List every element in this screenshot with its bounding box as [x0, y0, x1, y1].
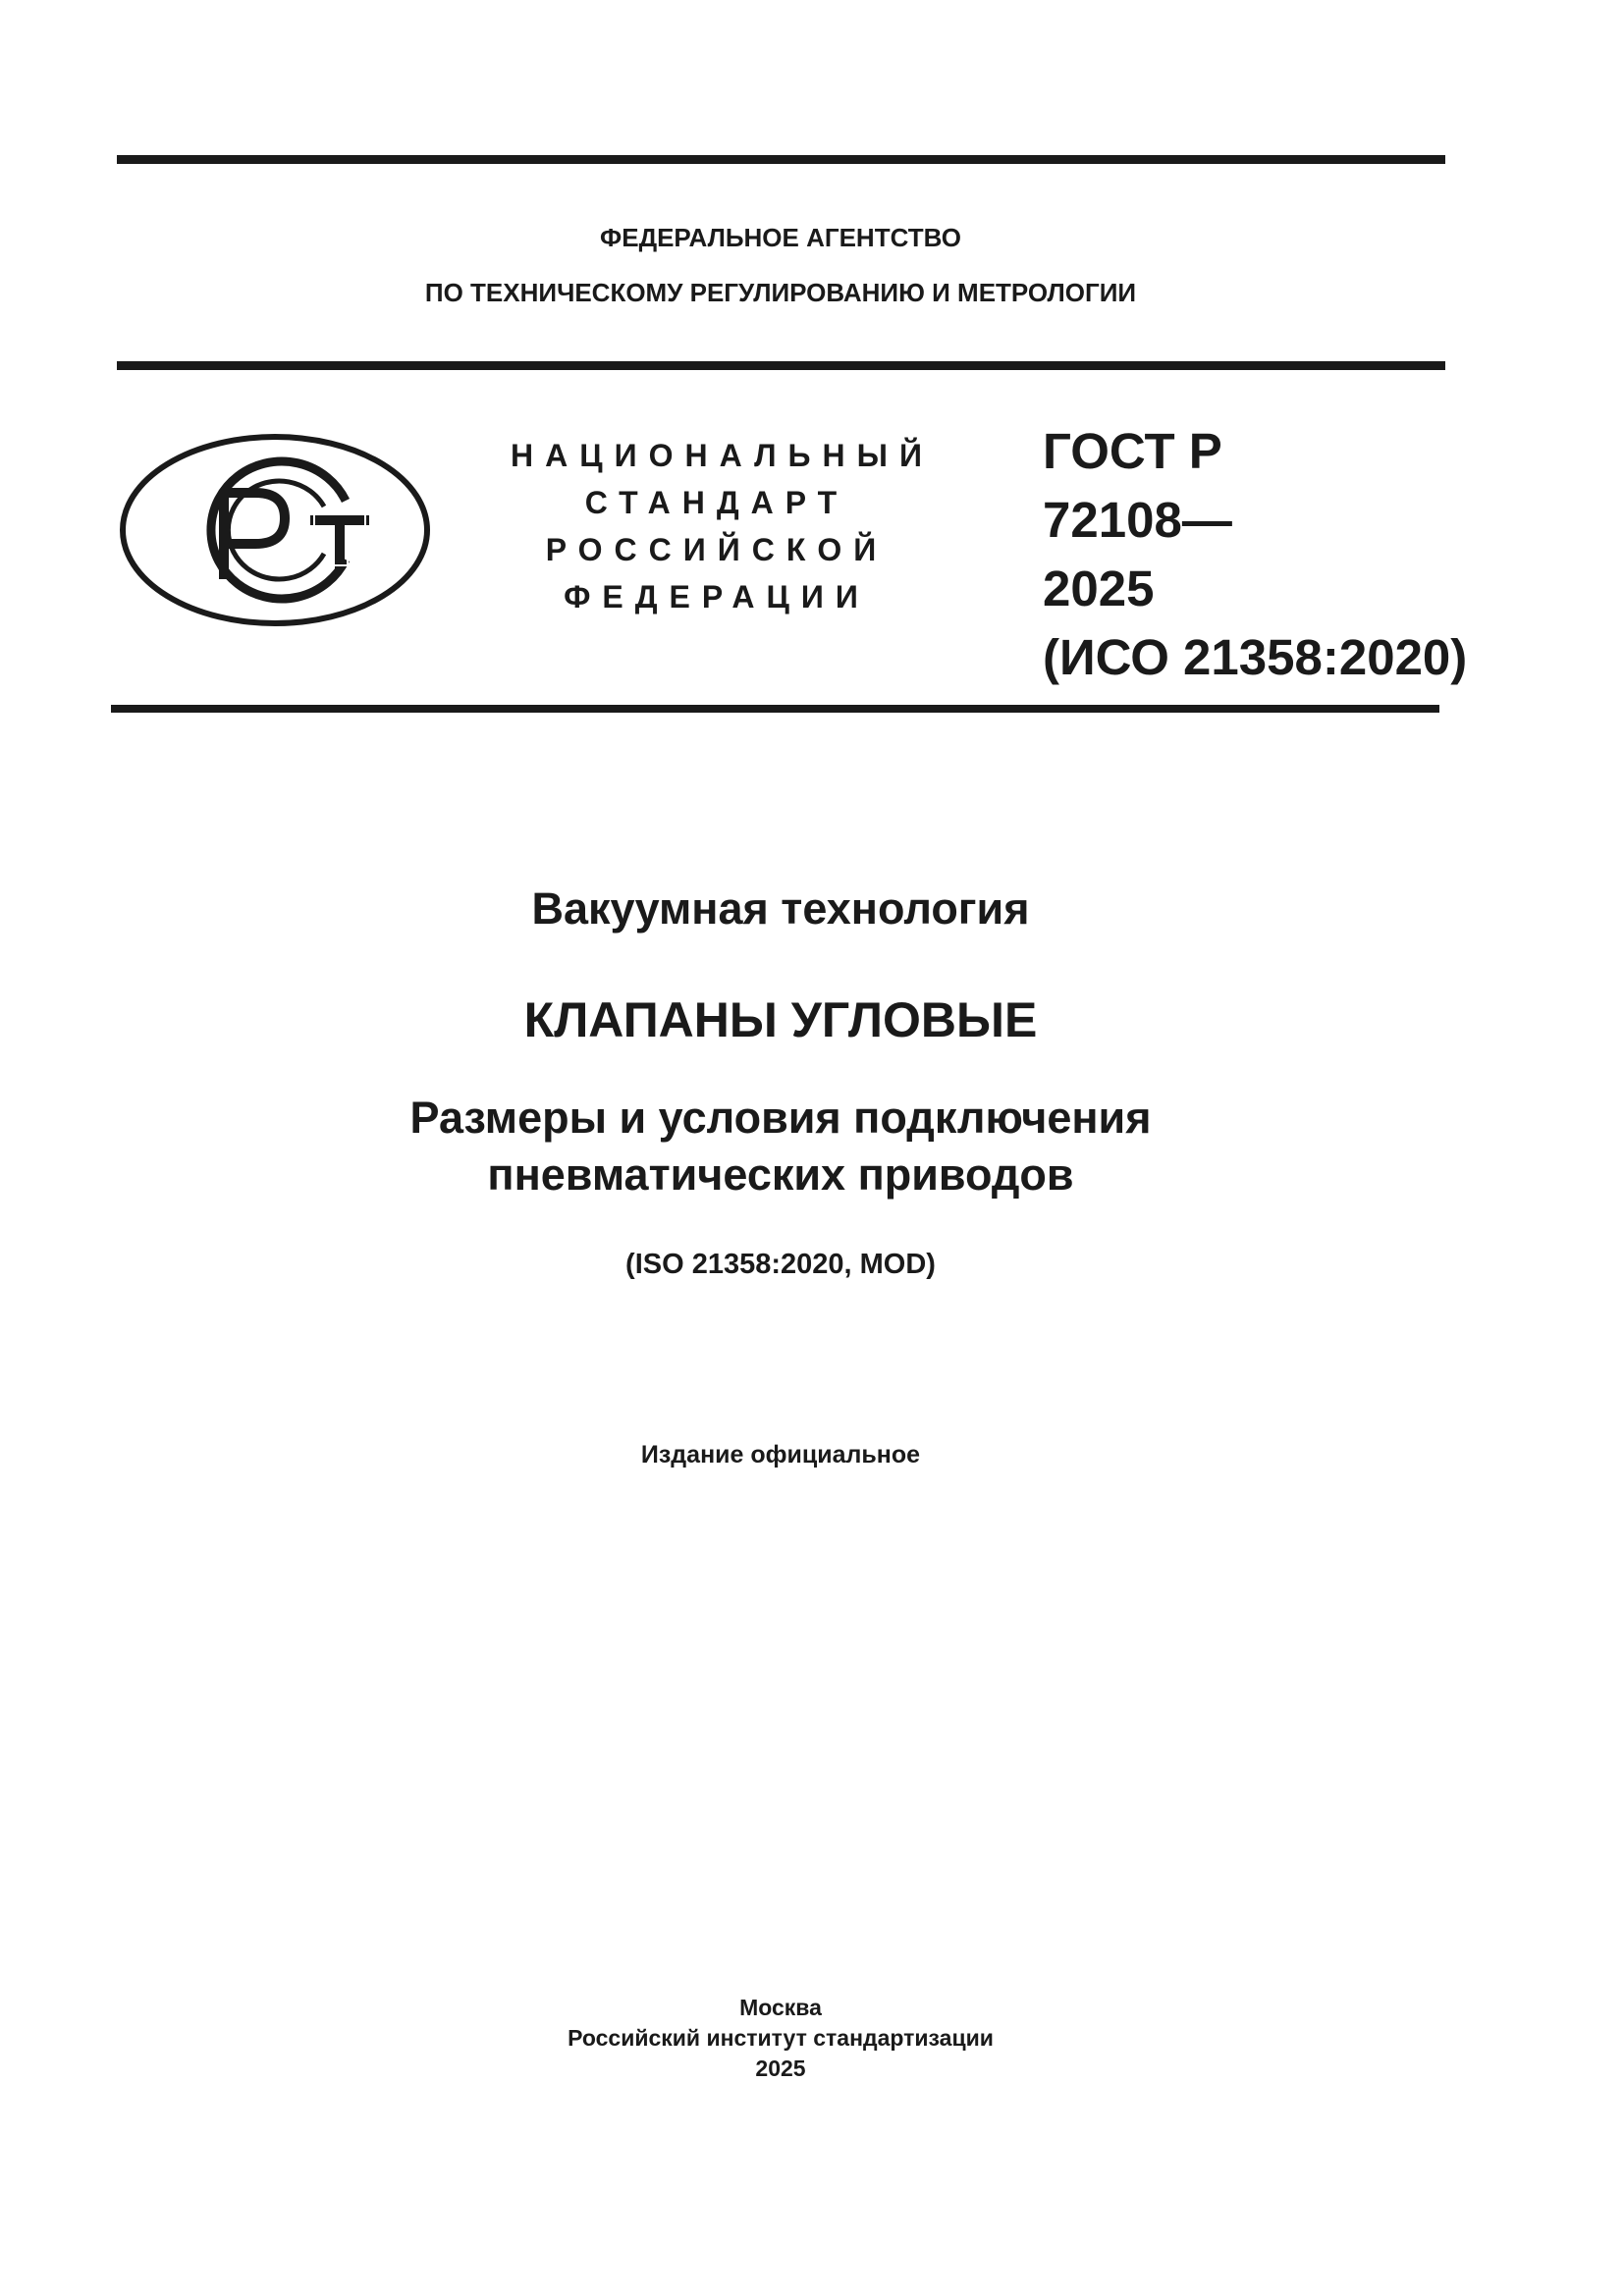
rst-logo: [118, 432, 432, 633]
document-subtitle: [0, 1090, 1561, 1203]
standard-designation: [1043, 417, 1467, 692]
middle-rule: [117, 361, 1445, 370]
edition-label: Издание официальное: [640, 1441, 921, 1468]
header-bottom-rule: [111, 705, 1439, 713]
national-standard-line-3: РОССИЙСКОЙ: [545, 532, 889, 567]
document-category: Вакуумная технология: [531, 883, 1030, 934]
document-main-title: КЛАПАНЫ УГЛОВЫЕ: [523, 992, 1038, 1047]
agency-line-2: ПО ТЕХНИЧЕСКОМУ РЕГУЛИРОВАНИЮ И МЕТРОЛОГИИ: [424, 278, 1137, 307]
designation-line-3: 2025: [1043, 561, 1155, 616]
agency-line-1: ФЕДЕРАЛЬНОЕ АГЕНТСТВО: [600, 223, 961, 252]
designation-line-4: (ИСО 21358:2020): [1043, 629, 1468, 685]
national-standard-line-2: СТАНДАРТ: [584, 485, 849, 520]
imprint-publisher: Российский институт стандартизации: [568, 2025, 994, 2051]
national-standard-block: [511, 432, 934, 620]
rst-certification-mark-icon: [118, 432, 432, 628]
imprint-city: Москва: [739, 1995, 822, 2020]
imprint: [0, 1993, 1561, 2084]
national-standard-line-4: ФЕДЕРАЦИИ: [564, 579, 870, 614]
national-standard-line-1: НАЦИОНАЛЬНЫЙ: [511, 438, 934, 473]
designation-line-2: 72108—: [1043, 492, 1232, 548]
subtitle-line-2: пневматических приводов: [487, 1149, 1074, 1200]
designation-line-1: ГОСТ Р: [1043, 423, 1222, 479]
top-rule: [117, 155, 1445, 164]
subtitle-line-1: Размеры и условия подключения: [409, 1093, 1152, 1143]
imprint-year: 2025: [755, 2056, 806, 2081]
iso-reference: (ISO 21358:2020, MOD): [625, 1249, 936, 1280]
